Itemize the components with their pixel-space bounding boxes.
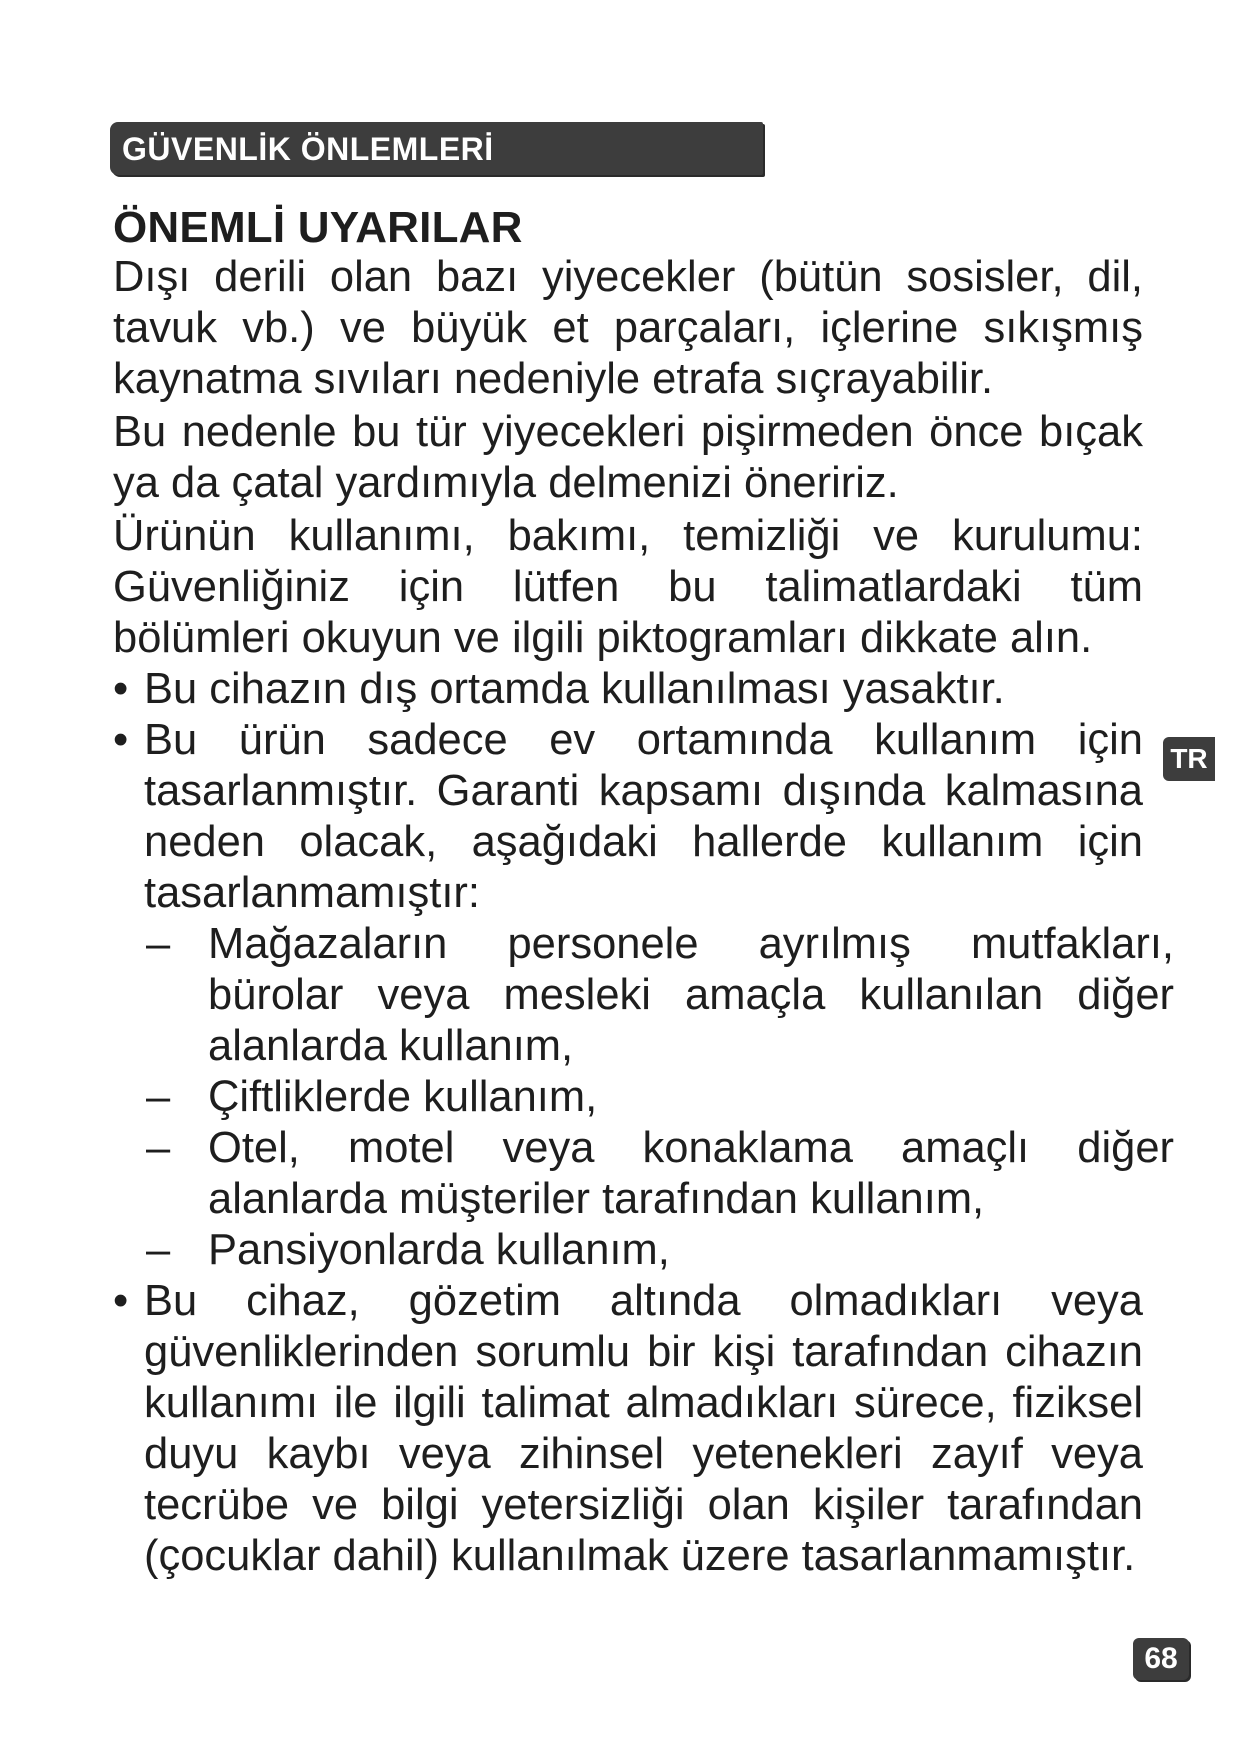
section-header-text: GÜVENLİK ÖNLEMLERİ [122,131,494,167]
bullet-mark: • [113,1277,129,1325]
sub-item-1 [144,919,1174,1072]
bullet-text: Bu ürün sadece ev ortamında kullanım için tasarlanmıştır. Garanti kapsamı dışında kalmasına neden olacak, aşağıdaki hallerde kullanım için tasarlanmamıştır: [144,716,1143,917]
section-header-bar [110,122,763,175]
paragraph-2: Bu nedenle bu tür yiyecekleri pişirmeden önce bıçak ya da çatal yardımıyla delmenizi öneririz. [113,408,1143,507]
bullet-item-2 [113,715,1143,919]
main-content [113,252,1174,1582]
page-title: ÖNEMLİ UYARILAR [113,203,523,252]
bullet-mark: • [113,716,129,764]
dash-mark: – [146,920,171,968]
sub-item-text: Otel, motel veya konaklama amaçlı diğer alanlarda müşteriler tarafından kullanım, [208,1124,1174,1223]
paragraph-1: Dışı derili olan bazı yiyecekler (bütün sosisler, dil, tavuk vb.) ve büyük et parçaları, içlerine sıkışmış kaynatma sıvıları nedeniyle etrafa sıçrayabilir. [113,253,1143,403]
bullet-text: Bu cihaz, gözetim altında olmadıkları veya güvenliklerinden sorumlu bir kişi tarafından cihazın kullanımı ile ilgili talimat almadıkları sürece, fiziksel duyu kaybı veya zihinsel yetenekleri zayıf veya tecrübe ve bilgi yetersizliği olan kişiler tarafından (çocuklar dahil) kullanılmak üzere tasarlanmamıştır. [144,1277,1143,1580]
language-tab: TR [1163,737,1215,781]
bullet-item-3 [113,1276,1143,1582]
paragraph-3: Ürünün kullanımı, bakımı, temizliği ve kurulumu: Güvenliğiniz için lütfen bu talimatlardaki tüm bölümleri okuyun ve ilgili piktogramları dikkate alın. [113,512,1143,662]
page-number: 68 [1133,1638,1189,1680]
bullet-mark: • [113,665,129,713]
sub-item-4 [144,1225,1174,1276]
bullet-text: Bu cihazın dış ortamda kullanılması yasaktır. [144,665,1005,713]
bullet-item-1 [113,664,1143,715]
sub-item-text: Pansiyonlarda kullanım, [208,1226,670,1274]
sub-item-2 [144,1072,1174,1123]
sub-item-3 [144,1123,1174,1225]
dash-mark: – [146,1124,171,1172]
dash-mark: – [146,1226,171,1274]
dash-mark: – [146,1073,171,1121]
sub-item-text: Çiftliklerde kullanım, [208,1073,598,1121]
sub-item-text: Mağazaların personele ayrılmış mutfakları, bürolar veya mesleki amaçla kullanılan diğer alanlarda kullanım, [208,920,1174,1070]
